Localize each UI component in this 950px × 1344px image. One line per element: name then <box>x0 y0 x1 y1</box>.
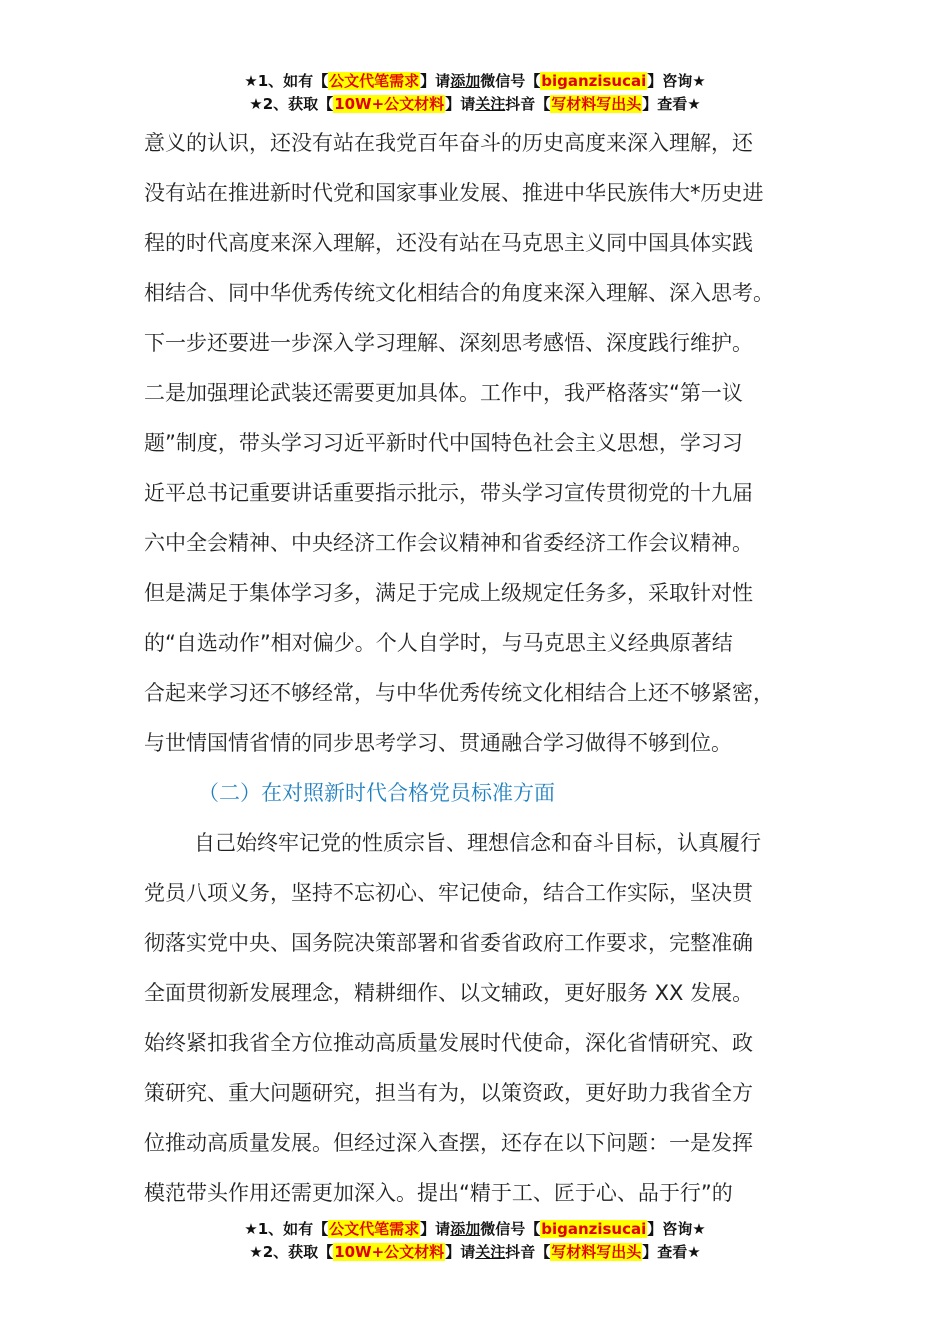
banner-text: ★2、获取【 <box>249 95 334 113</box>
banner-highlight: 公文代笔需求 <box>329 72 420 90</box>
banner-line-1 <box>0 1218 950 1241</box>
banner-text: 】请 <box>420 72 451 90</box>
banner-text: 】请 <box>420 1220 451 1238</box>
bottom-banner <box>0 1218 950 1264</box>
body-line: 六中全会精神、中央经济工作会议精神和省委经济工作会议精神。 <box>144 531 753 555</box>
banner-text: ★2、获取【 <box>249 1243 334 1261</box>
body-line: 题”制度，带头学习习近平新时代中国特色社会主义思想，学习习 <box>144 431 743 455</box>
body-line: 程的时代高度来深入理解，还没有站在马克思主义同中国具体实践 <box>144 231 753 255</box>
body-line: 彻落实党中央、国务院决策部署和省委省政府工作要求，完整准确 <box>144 931 753 955</box>
banner-text: 】请 <box>445 1243 476 1261</box>
body-line: 与世情国情省情的同步思考学习、贯通融合学习做得不够到位。 <box>144 731 732 755</box>
body-line: 合起来学习还不够经常，与中华优秀传统文化相结合上还不够紧密， <box>144 681 774 705</box>
banner-underlined: 添加 <box>450 72 481 90</box>
body-line: 模范带头作用还需更加深入。提出“精于工、匠于心、品于行”的 <box>144 1181 733 1205</box>
body-line: 党员八项义务，坚持不忘初心、牢记使命，结合工作实际，坚决贯 <box>144 881 753 905</box>
body-line: 相结合、同中华优秀传统文化相结合的角度来深入理解、深入思考。 <box>144 281 774 305</box>
banner-text: ★1、如有【 <box>244 72 329 90</box>
banner-highlight: 公文代笔需求 <box>329 1220 420 1238</box>
body-line: 全面贯彻新发展理念，精耕细作、以文辅政，更好服务 XX 发展。 <box>144 981 754 1005</box>
body-line: 没有站在推进新时代党和国家事业发展、推进中华民族伟大*历史进 <box>144 181 764 205</box>
banner-line-2 <box>0 93 950 116</box>
body-line: 位推动高质量发展。但经过深入查摆，还存在以下问题：一是发挥 <box>144 1131 753 1155</box>
body-line: 意义的认识，还没有站在我党百年奋斗的历史高度来深入理解，还 <box>144 131 753 155</box>
banner-text: 】查看★ <box>642 1243 701 1261</box>
banner-highlight: 10W+公文材料 <box>334 1243 445 1261</box>
banner-underlined: 添加 <box>450 1220 481 1238</box>
body-line: 策研究、重大问题研究，担当有为，以策资政，更好助力我省全方 <box>144 1081 753 1105</box>
banner-highlight: 写材料写出头 <box>551 95 642 113</box>
banner-text: 微信号【 <box>480 1220 541 1238</box>
banner-highlight: 10W+公文材料 <box>334 95 445 113</box>
banner-highlight: biganzisucai <box>541 72 647 90</box>
banner-underlined: 关注 <box>475 1243 506 1261</box>
banner-underlined: 关注 <box>475 95 506 113</box>
banner-text: 抖音【 <box>505 95 551 113</box>
banner-text: 】咨询★ <box>647 1220 706 1238</box>
banner-text: 】查看★ <box>642 95 701 113</box>
banner-highlight: biganzisucai <box>541 1220 647 1238</box>
body-line: 下一步还要进一步深入学习理解、深刻思考感悟、深度践行维护。 <box>144 331 753 355</box>
body-line: 自己始终牢记党的性质宗旨、理想信念和奋斗目标，认真履行 <box>194 831 761 855</box>
body-line: 二是加强理论武装还需要更加具体。工作中，我严格落实“第一议 <box>144 381 743 405</box>
banner-text: 】咨询★ <box>647 72 706 90</box>
body-line: 但是满足于集体学习多，满足于完成上级规定任务多，采取针对性 <box>144 581 753 605</box>
section-heading: （二）在对照新时代合格党员标准方面 <box>198 781 555 805</box>
banner-text: 抖音【 <box>505 1243 551 1261</box>
top-banner <box>0 70 950 116</box>
banner-line-2 <box>0 1241 950 1264</box>
document-body <box>144 118 816 1218</box>
banner-text: 】请 <box>445 95 476 113</box>
body-line: 近平总书记重要讲话重要指示批示，带头学习宣传贯彻党的十九届 <box>144 481 753 505</box>
body-line: 始终紧扣我省全方位推动高质量发展时代使命，深化省情研究、政 <box>144 1031 753 1055</box>
banner-highlight: 写材料写出头 <box>551 1243 642 1261</box>
banner-text: 微信号【 <box>480 72 541 90</box>
banner-text: ★1、如有【 <box>244 1220 329 1238</box>
body-line: 的“自选动作”相对偏少。个人自学时，与马克思主义经典原著结 <box>144 631 733 655</box>
banner-line-1 <box>0 70 950 93</box>
